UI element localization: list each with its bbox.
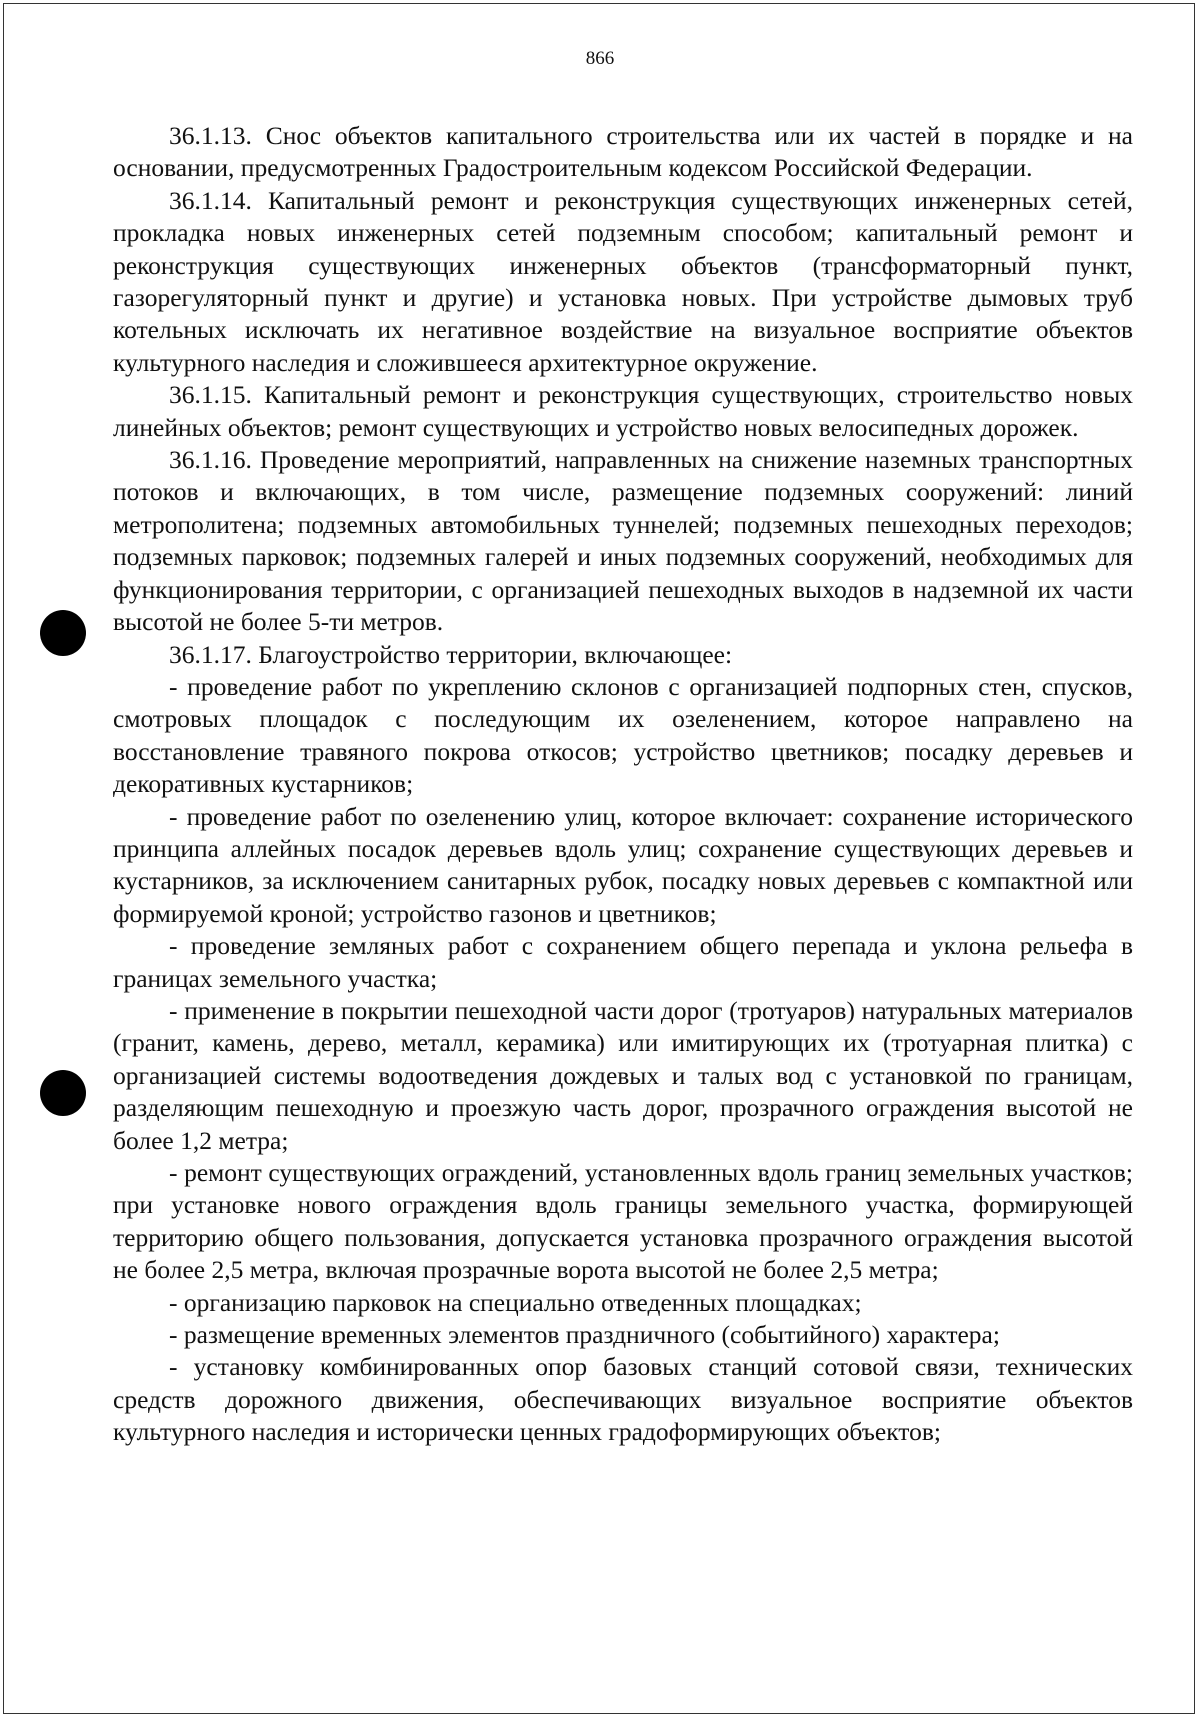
paragraph-36-1-16: 36.1.16. Проведение мероприятий, направленных на снижение наземных транспортных потоков и включающих, в том числе, размещение подземных сооружений: линий метрополитена; подземных автомобильных туннелей; подземных пешеходных переходов; подземных парковок; подземных галерей и иных подземных сооружений, необходимых для функционирования территории, с организацией пешеходных выходов в надземной их части высотой не более 5-ти метров.	[113, 445, 1133, 637]
list-item-pavement: - применение в покрытии пешеходной части дорог (тротуаров) натуральных материалов (гранит, камень, дерево, металл, керамика) или имитирующих их (тротуарная плитка) с организацией системы водоотведения дождевых и талых вод с установкой по границам, разделяющим пешеходную и проезжую часть дорог, прозрачного ограждения высотой не более 1,2 метра;	[113, 995, 1133, 1155]
paragraph-36-1-17: 36.1.17. Благоустройство территории, включающее:	[169, 639, 733, 669]
punch-hole-lower	[40, 1070, 86, 1116]
document-body	[113, 120, 1133, 1449]
page-number: 866	[585, 48, 615, 69]
punch-hole-upper	[40, 610, 86, 656]
list-item-slopes: - проведение работ по укреплению склонов с организацией подпорных стен, спусков, смотровых площадок с последующим их озеленением, которое направлено на восстановление травяного покрова откосов; устройство цветников; посадку деревьев и декоративных кустарников;	[113, 671, 1133, 799]
list-item-fences: - ремонт существующих ограждений, установленных вдоль границ земельных участков; при установке нового ограждения вдоль границы земельного участка, формирующей территорию общего пользования, допускается установка прозрачного ограждения высотой не более 2,5 метра, включая прозрачные ворота высотой не более 2,5 метра;	[113, 1158, 1133, 1285]
list-item-earthworks: - проведение земляных работ с сохранением общего перепада и уклона рельефа в границах земельного участка;	[113, 931, 1133, 993]
paragraph-36-1-15: 36.1.15. Капитальный ремонт и реконструкция существующих, строительство новых линейных объектов; ремонт существующих и устройство новых велосипедных дорожек.	[113, 380, 1133, 442]
paragraph-36-1-14: 36.1.14. Капитальный ремонт и реконструкция существующих инженерных сетей, прокладка новых инженерных сетей подземным способом; капитальный ремонт и реконструкция существующих инженерных объектов (трансформаторный пункт, газорегуляторный пункт и другие) и установка новых. При устройстве дымовых труб котельных исключать их негативное воздействие на визуальное восприятие объектов культурного наследия и сложившееся архитектурное окружение.	[113, 185, 1133, 377]
list-item-combined-poles: - установку комбинированных опор базовых станций сотовой связи, технических средств дорожного движения, обеспечивающих визуальное восприятие объектов культурного наследия и исторически ценных градоформирующих объектов;	[113, 1352, 1133, 1447]
list-item-parking: - организацию парковок на специально отведенных площадках;	[169, 1287, 862, 1317]
list-item-temporary-elements: - размещение временных элементов праздничного (событийного) характера;	[169, 1320, 1000, 1350]
list-item-greening: - проведение работ по озеленению улиц, которое включает: сохранение исторического принципа аллейных посадок деревьев вдоль улиц; сохранение существующих деревьев и кустарников, за исключением санитарных рубок, посадку новых деревьев с компактной или формируемой кроной; устройство газонов и цветников;	[113, 801, 1133, 928]
paragraph-36-1-13: 36.1.13. Снос объектов капитального строительства или их частей в порядке и на основании, предусмотренных Градостроительным кодексом Российской Федерации.	[113, 121, 1133, 183]
